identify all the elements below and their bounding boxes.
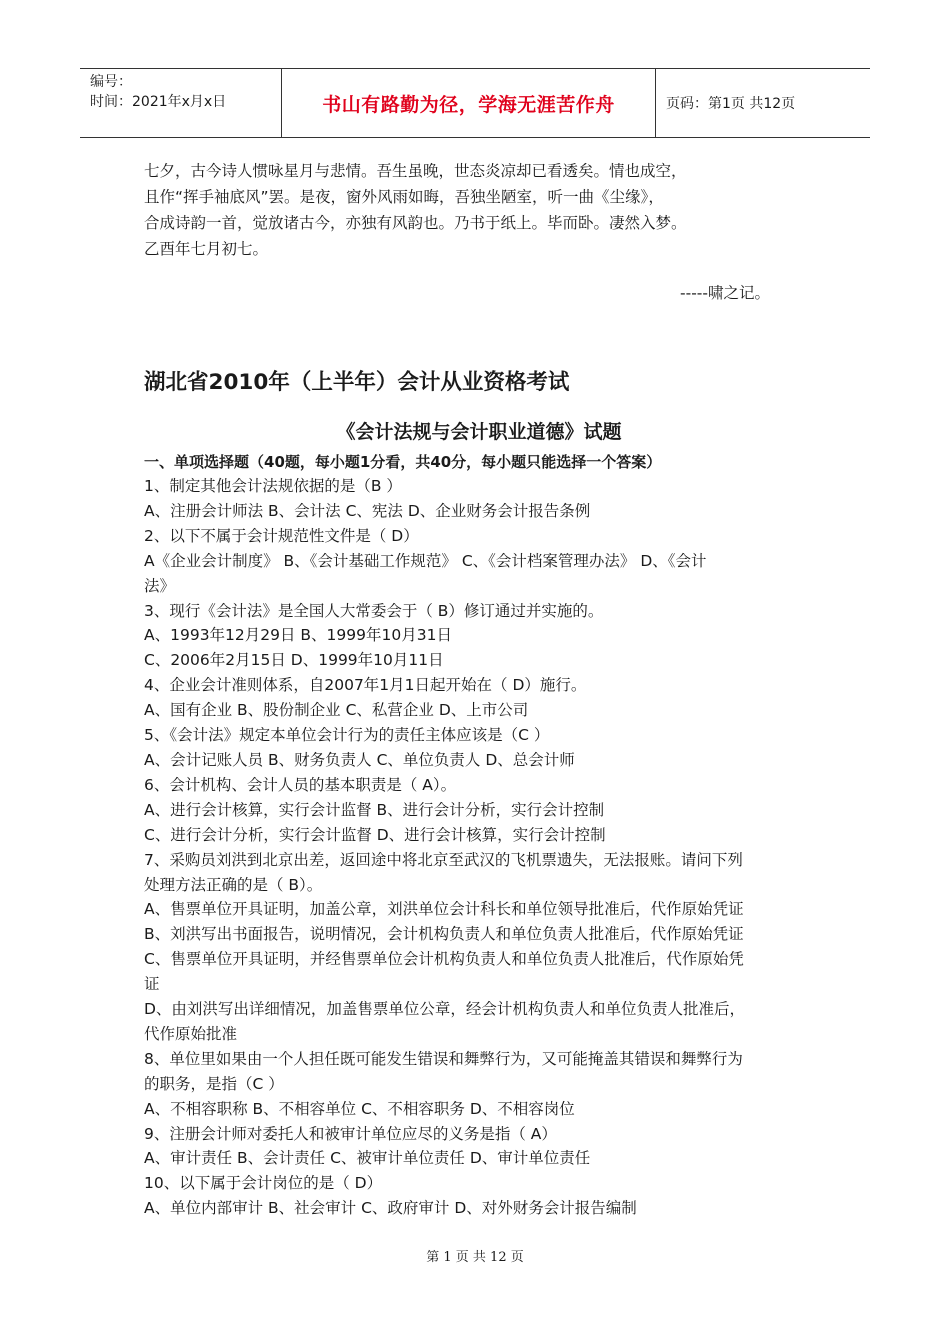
question-list — [144, 474, 814, 1221]
question-line: B、刘洪写出书面报告，说明情况，会计机构负责人和单位负责人批准后，代作原始凭证 — [144, 925, 744, 944]
page-info: 页码：第1页 共12页 — [666, 96, 796, 112]
date-label: 时间：2021年x月x日 — [90, 94, 227, 110]
question-line: A、不相容职称 B、不相容单位 C、不相容职务 D、不相容岗位 — [144, 1099, 575, 1118]
question-line: 的职务，是指（C ） — [144, 1074, 284, 1093]
question-line: A、进行会计核算，实行会计监督 B、进行会计分析，实行会计控制 — [144, 800, 605, 819]
question-line: 5、《会计法》规定本单位会计行为的责任主体应该是（C ） — [144, 726, 550, 745]
question-line: C、进行会计分析，实行会计监督 D、进行会计核算，实行会计控制 — [144, 825, 606, 844]
header-motto-cell — [282, 69, 656, 137]
preface-signature: -----啸之记。 — [680, 284, 770, 302]
motto-text: 书山有路勤为径，学海无涯苦作舟 — [322, 93, 615, 116]
question-line: A、1993年12月29日 B、1999年10月31日 — [144, 626, 452, 645]
number-label: 编号： — [90, 74, 132, 90]
question-line: A、国有企业 B、股份制企业 C、私营企业 D、上市公司 — [144, 701, 529, 720]
page-title: 湖北省2010年（上半年）会计从业资格考试 — [144, 370, 570, 395]
section-heading: 一、单项选择题（40题，每小题1分看，共40分，每小题只能选择一个答案） — [144, 453, 662, 471]
question-line: 10、以下属于会计岗位的是（ D） — [144, 1174, 383, 1193]
header-meta-cell — [80, 69, 282, 137]
question-line: 法》 — [144, 576, 176, 595]
document-header — [80, 68, 870, 138]
question-line: 6、会计机构、会计人员的基本职责是（ A）。 — [144, 775, 457, 794]
preface-line: 且作“挥手袖底风”罢。是夜，窗外风雨如晦，吾独坐陋室，听一曲《尘缘》， — [144, 188, 664, 206]
question-line: 4、企业会计准则体系，自2007年1月1日起开始在（ D）施行。 — [144, 676, 587, 695]
header-page-cell — [656, 69, 870, 137]
question-line: A《企业会计制度》 B、《会计基础工作规范》 C、《会计档案管理办法》 D、《会计 — [144, 551, 707, 570]
question-line: 2、以下不属于会计规范性文件是（ D） — [144, 526, 419, 545]
question-line: A、会计记账人员 B、财务负责人 C、单位负责人 D、总会计师 — [144, 750, 575, 769]
question-line: 1、制定其他会计法规依据的是（B ） — [144, 477, 402, 495]
question-line: A、审计责任 B、会计责任 C、被审计单位责任 D、审计单位责任 — [144, 1149, 591, 1168]
document-body — [144, 158, 814, 1221]
question-line: D、由刘洪写出详细情况，加盖售票单位公章，经会计机构负责人和单位负责人批准后， — [144, 1000, 745, 1019]
page-footer: 第 1 页 共 12 页 — [426, 1250, 524, 1265]
question-line: 处理方法正确的是（ B）。 — [144, 875, 323, 894]
question-line: 7、采购员刘洪到北京出差，返回途中将北京至武汉的飞机票遗失，无法报账。请问下列 — [144, 850, 743, 869]
question-line: A、注册会计师法 B、会计法 C、宪法 D、企业财务会计报告条例 — [144, 501, 591, 520]
preface-line: 合成诗韵一首，觉放诸古今，亦独有风韵也。乃书于纸上。毕而卧。凄然入梦。 — [144, 214, 687, 232]
question-line: 证 — [144, 975, 160, 994]
question-line: C、售票单位开具证明，并经售票单位会计机构负责人和单位负责人批准后，代作原始凭 — [144, 950, 744, 969]
question-line: A、售票单位开具证明，加盖公章，刘洪单位会计科长和单位领导批准后，代作原始凭证 — [144, 900, 744, 919]
preface — [144, 158, 814, 306]
question-line: 9、注册会计师对委托人和被审计单位应尽的义务是指（ A） — [144, 1124, 557, 1143]
question-line: C、2006年2月15日 D、1999年10月11日 — [144, 651, 444, 670]
preface-line: 乙酉年七月初七。 — [144, 240, 269, 258]
question-line: 代作原始批准 — [144, 1024, 238, 1043]
question-line: 8、单位里如果由一个人担任既可能发生错误和舞弊行为，又可能掩盖其错误和舞弊行为 — [144, 1049, 743, 1068]
preface-line: 七夕，古今诗人惯咏星月与悲情。吾生虽晚，世态炎凉却已看透矣。情也成空， — [144, 162, 687, 180]
question-line: A、单位内部审计 B、社会审计 C、政府审计 D、对外财务会计报告编制 — [144, 1199, 637, 1218]
page-subtitle: 《会计法规与会计职业道德》试题 — [336, 421, 622, 443]
question-line: 3、现行《会计法》是全国人大常委会于（ B）修订通过并实施的。 — [144, 601, 604, 620]
